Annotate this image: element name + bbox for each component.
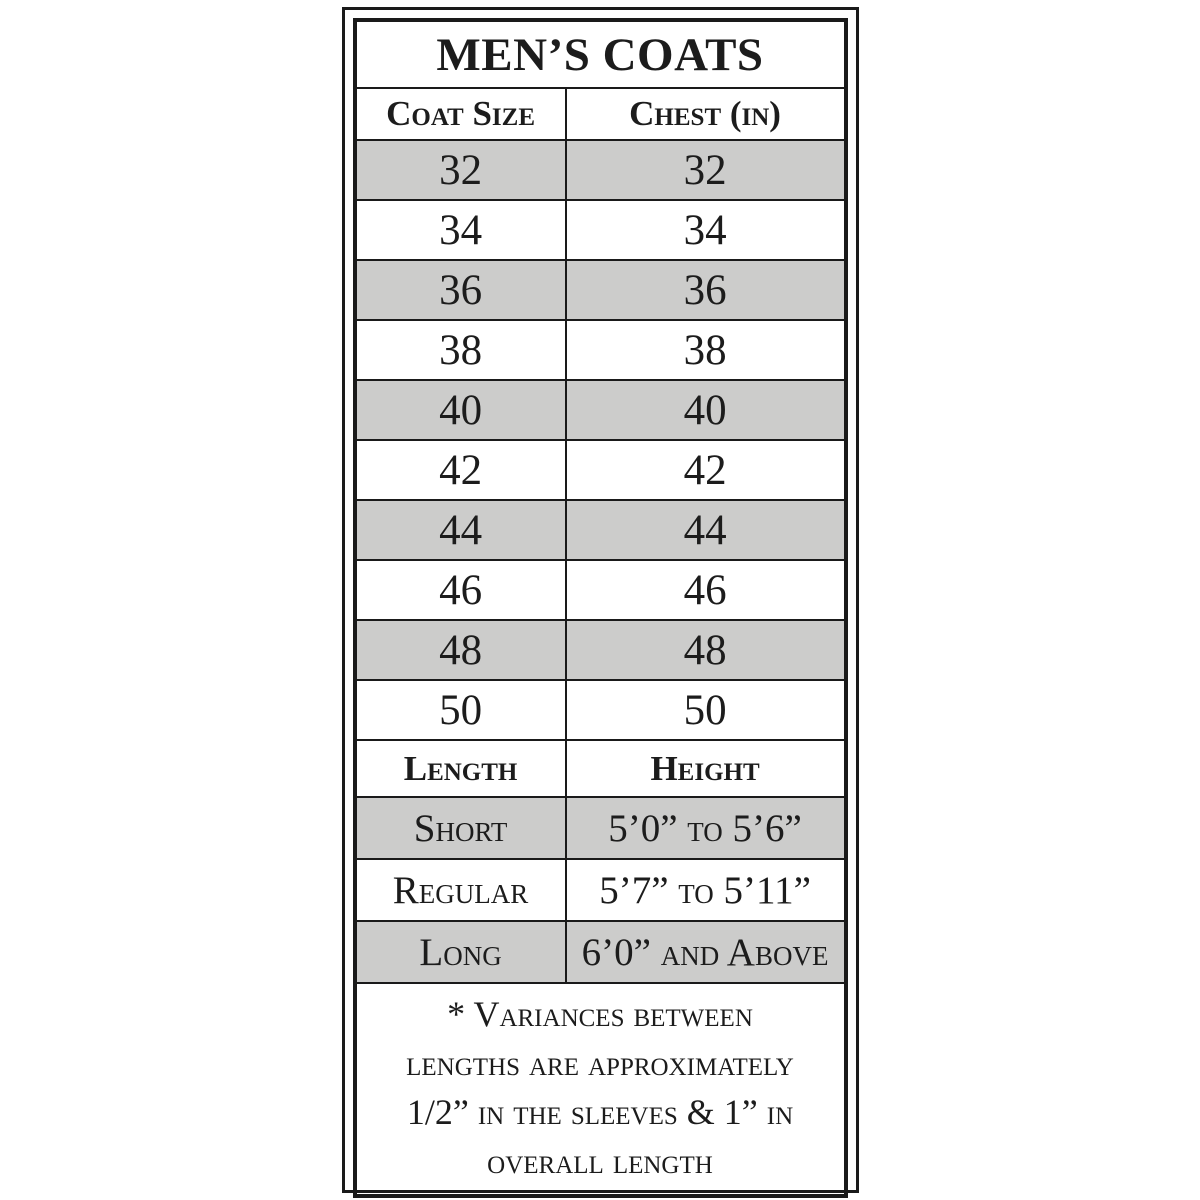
title-row (355, 20, 846, 88)
height-cell: 6’0” and Above (566, 921, 846, 983)
coat-size-cell: 38 (355, 320, 566, 380)
size-row-40 (355, 380, 846, 440)
length-cell: Short (355, 797, 566, 859)
size-row-44 (355, 500, 846, 560)
length-row-short (355, 797, 846, 859)
footnote (355, 983, 846, 1196)
coat-size-cell: 46 (355, 560, 566, 620)
footnote-line: lengths are approximately (406, 1042, 794, 1083)
coat-size-cell: 34 (355, 200, 566, 260)
height-cell: 5’0” to 5’6” (566, 797, 846, 859)
length-header-row (355, 740, 846, 797)
coat-size-cell: 50 (355, 680, 566, 740)
chest-cell: 36 (566, 260, 846, 320)
coat-size-cell: 42 (355, 440, 566, 500)
size-row-48 (355, 620, 846, 680)
coat-size-cell: 36 (355, 260, 566, 320)
coat-size-cell: 40 (355, 380, 566, 440)
length-row-long (355, 921, 846, 983)
size-row-32 (355, 140, 846, 200)
size-header-row (355, 88, 846, 140)
col-header-chest: Chest (in) (566, 88, 846, 140)
height-cell: 5’7” to 5’11” (566, 859, 846, 921)
col-header-coat-size: Coat Size (355, 88, 566, 140)
size-row-36 (355, 260, 846, 320)
footnote-line: 1/2” in the sleeves & 1” in (406, 1091, 794, 1132)
col-header-length: Length (355, 740, 566, 797)
coat-size-cell: 32 (355, 140, 566, 200)
chest-cell: 38 (566, 320, 846, 380)
chest-cell: 42 (566, 440, 846, 500)
length-cell: Long (355, 921, 566, 983)
size-row-46 (355, 560, 846, 620)
size-row-34 (355, 200, 846, 260)
size-chart-outer-frame (342, 7, 859, 1193)
length-row-regular (355, 859, 846, 921)
length-cell: Regular (355, 859, 566, 921)
chest-cell: 48 (566, 620, 846, 680)
coat-size-cell: 48 (355, 620, 566, 680)
size-chart-inner-frame (353, 18, 848, 1182)
size-chart-table (353, 18, 848, 1198)
size-row-42 (355, 440, 846, 500)
chest-cell: 44 (566, 500, 846, 560)
chest-cell: 46 (566, 560, 846, 620)
col-header-height: Height (566, 740, 846, 797)
chest-cell: 40 (566, 380, 846, 440)
chart-title: MEN’S COATS (355, 20, 846, 88)
footnote-line: * Variances between (447, 994, 753, 1034)
size-row-38 (355, 320, 846, 380)
footnote-row (355, 983, 846, 1196)
chest-cell: 34 (566, 200, 846, 260)
footnote-line: overall length (487, 1140, 713, 1181)
size-row-50 (355, 680, 846, 740)
chest-cell: 50 (566, 680, 846, 740)
chest-cell: 32 (566, 140, 846, 200)
coat-size-cell: 44 (355, 500, 566, 560)
